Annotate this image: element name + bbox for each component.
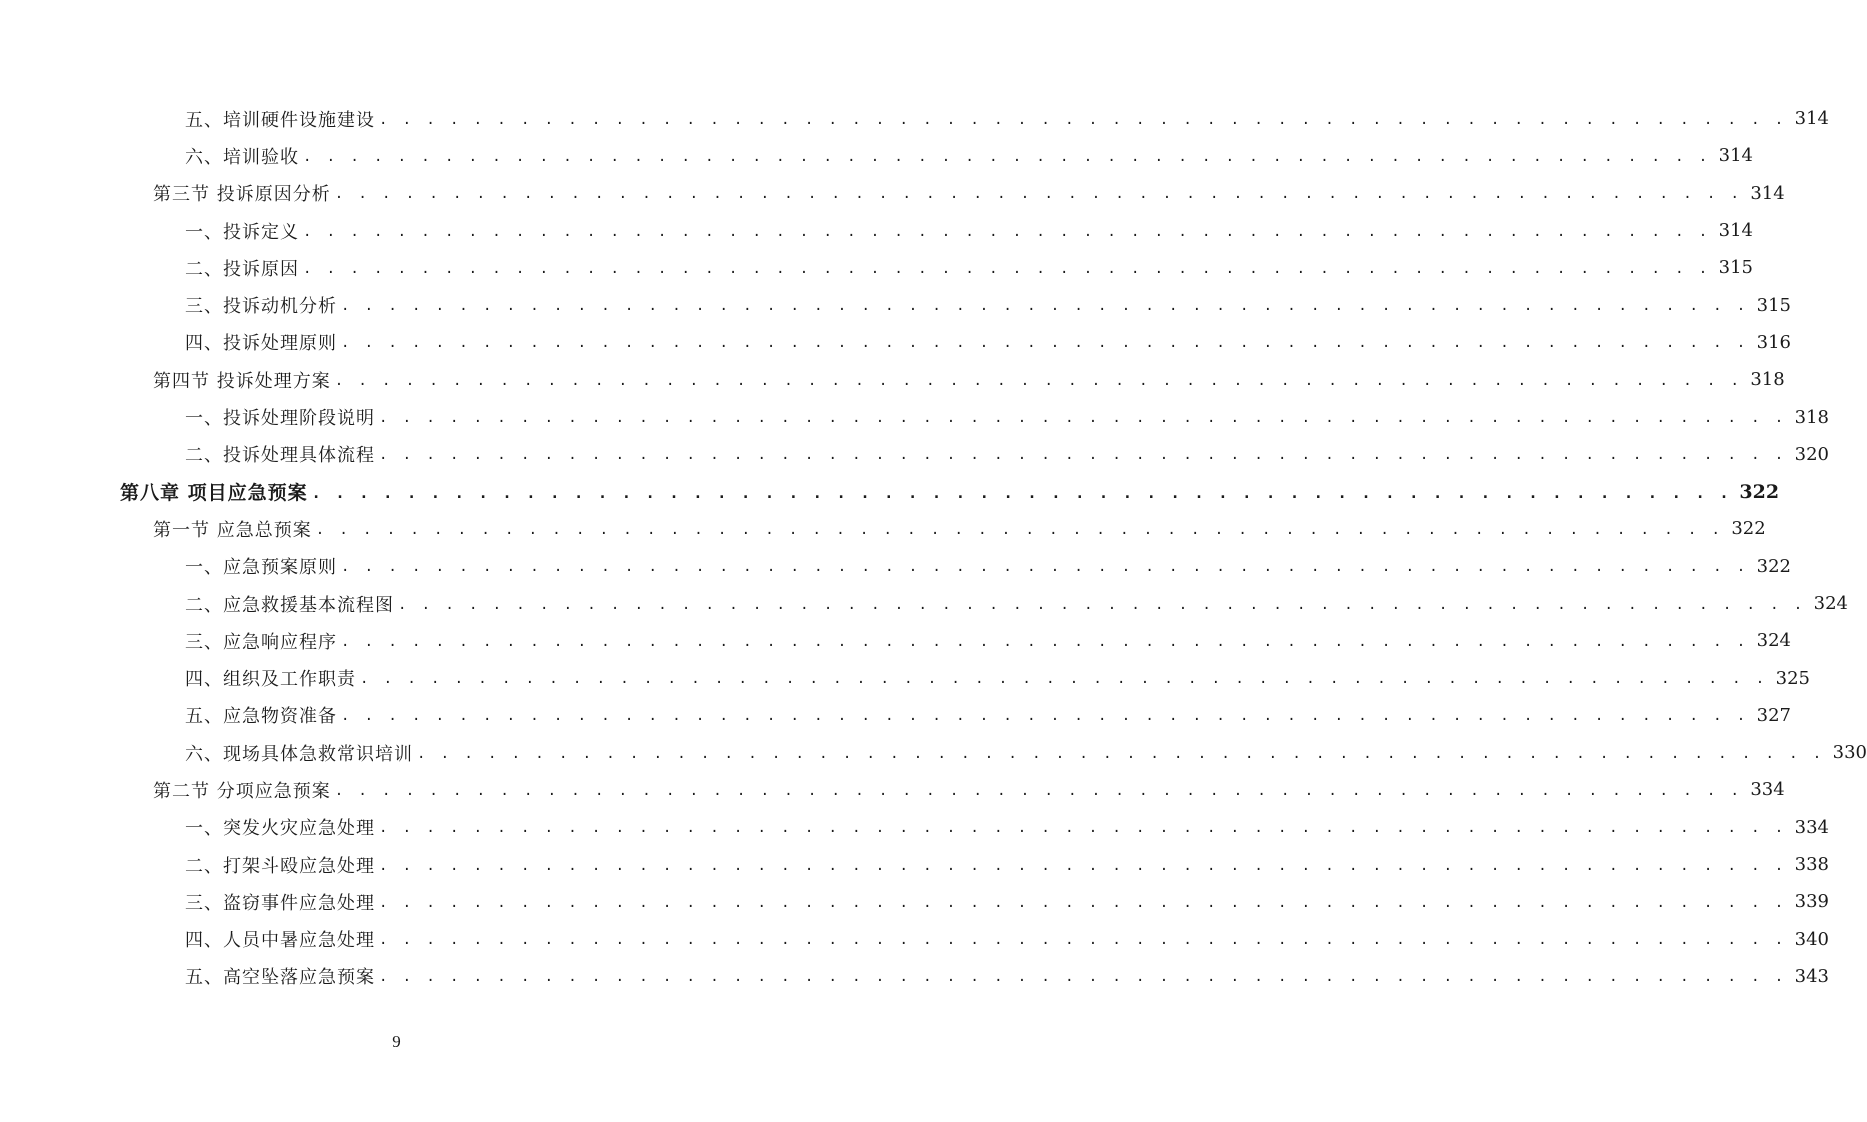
toc-entry-page: 324	[1756, 630, 1791, 652]
toc-entry-title: 三、应急响应程序	[185, 631, 337, 653]
toc-item-entry[interactable]	[0, 846, 1829, 883]
toc-entry-page: 314	[1718, 145, 1753, 167]
toc-entry-title: 第二节 分项应急预案	[153, 780, 331, 802]
toc-entry-title: 四、组织及工作职责	[185, 669, 356, 691]
toc-item-entry[interactable]	[0, 249, 1753, 286]
toc-entry-title: 一、应急预案原则	[185, 557, 337, 579]
toc-leader-dots: . . . . . . . . . . . . . . . . . . . . . . . . . . . . . . . . . . . . . . . . . . . . . . . . . . . . . . . . . . . .	[379, 894, 1787, 911]
toc-item-entry[interactable]	[0, 100, 1829, 137]
toc-entry-title: 四、投诉处理原则	[185, 333, 337, 355]
toc-entry-title: 四、人员中暑应急处理	[185, 930, 375, 952]
toc-leader-dots: . . . . . . . . . . . . . . . . . . . . . . . . . . . . . . . . . . . . . . . . . . . . . . . . . . . . . . . . . . . .	[334, 782, 1743, 799]
toc-item-entry[interactable]	[0, 921, 1829, 958]
toc-entry-page: 339	[1794, 891, 1829, 913]
toc-item-entry[interactable]	[0, 883, 1829, 920]
toc-entry-page: 324	[1813, 593, 1848, 614]
toc-leader-dots: . . . . . . . . . . . . . . . . . . . . . . . . . . . . . . . . . . . . . . . . . . . . . . . . . . . . . . . . . . . .	[360, 671, 1768, 688]
toc-entry-title: 五、培训硬件设施建设	[185, 109, 375, 131]
toc-item-entry[interactable]	[0, 809, 1829, 846]
toc-leader-dots: . . . . . . . . . . . . . . . . . . . . . . . . . . . . . . . . . . . . . . . . . . . . . . . . . . . . . . . . . . . .	[417, 745, 1825, 762]
toc-entry-title: 二、打架斗殴应急处理	[185, 855, 375, 877]
toc-leader-dots: . . . . . . . . . . . . . . . . . . . . . . . . . . . . . . . . . . . . . . . . . . . . . . . . . . . . . . . . . . . .	[303, 260, 1711, 277]
toc-entry-page: 330	[1832, 742, 1867, 764]
toc-entry-title: 第一节 应急总预案	[153, 519, 312, 541]
table-of-contents	[0, 100, 1867, 995]
toc-entry-page: 315	[1718, 257, 1753, 279]
toc-entry-page: 343	[1794, 965, 1829, 987]
toc-section-entry[interactable]	[0, 771, 1785, 808]
toc-entry-page: 322	[1731, 518, 1766, 540]
toc-leader-dots: . . . . . . . . . . . . . . . . . . . . . . . . . . . . . . . . . . . . . . . . . . . . . . . . . . . . . . . . . . . .	[379, 932, 1787, 949]
toc-item-entry[interactable]	[0, 137, 1753, 174]
toc-entry-page: 314	[1794, 108, 1829, 130]
toc-leader-dots: . . . . . . . . . . . . . . . . . . . . . . . . . . . . . . . . . . . . . . . . . . . . . . . . . . . . . . . . . . . .	[379, 410, 1787, 427]
toc-leader-dots: . . . . . . . . . . . . . . . . . . . . . . . . . . . . . . . . . . . . . . . . . . . . . . . . . . . . . . . . . . . .	[334, 186, 1743, 203]
toc-entry-title: 二、投诉处理具体流程	[185, 445, 375, 467]
toc-entry-page: 340	[1794, 928, 1829, 950]
toc-entry-page: 314	[1750, 182, 1785, 204]
toc-entry-title: 三、盗窃事件应急处理	[185, 892, 375, 914]
toc-section-entry[interactable]	[0, 361, 1785, 398]
toc-entry-page: 334	[1750, 779, 1785, 801]
toc-item-entry[interactable]	[0, 697, 1791, 734]
toc-entry-page: 318	[1794, 406, 1829, 428]
toc-leader-dots: . . . . . . . . . . . . . . . . . . . . . . . . . . . . . . . . . . . . . . . . . . . . . . . . . . . . . . . . . . . .	[341, 335, 1749, 352]
toc-entry-title: 一、投诉定义	[185, 221, 299, 243]
toc-entry-title: 五、高空坠落应急预案	[185, 967, 375, 989]
toc-leader-dots: . . . . . . . . . . . . . . . . . . . . . . . . . . . . . . . . . . . . . . . . . . . . . . . . . . . . . . . . . . . .	[341, 298, 1749, 315]
toc-item-entry[interactable]	[0, 958, 1829, 995]
toc-item-entry[interactable]	[0, 324, 1791, 361]
toc-entry-title: 第三节 投诉原因分析	[153, 184, 331, 206]
toc-item-entry[interactable]	[0, 659, 1810, 696]
toc-item-entry[interactable]	[0, 585, 1848, 622]
toc-leader-dots: . . . . . . . . . . . . . . . . . . . . . . . . . . . . . . . . . . . . . . . . . . . . . . . . . . . . . . . . . . . .	[379, 857, 1787, 874]
toc-entry-title: 六、现场具体急救常识培训	[185, 743, 413, 765]
toc-leader-dots: . . . . . . . . . . . . . . . . . . . . . . . . . . . . . . . . . . . . . . . . . . . . . . . . . . . . . . . . . . . .	[379, 447, 1787, 464]
toc-leader-dots: . . . . . . . . . . . . . . . . . . . . . . . . . . . . . . . . . . . . . . . . . . . . . . . . . . . . . . . . . . . .	[315, 521, 1724, 538]
toc-entry-title: 三、投诉动机分析	[185, 296, 337, 318]
toc-leader-dots: . . . . . . . . . . . . . . . . . . . . . . . . . . . . . . . . . . . . . . . . . . . . . . . . . . . . . . . . . . . .	[341, 559, 1749, 576]
toc-entry-page: 322	[1756, 555, 1791, 577]
toc-item-entry[interactable]	[0, 622, 1791, 659]
toc-leader-dots: . . . . . . . . . . . . . . . . . . . . . . . . . . . . . . . . . . . . . . . . . . . . . . . . . . . . . . . . . . . .	[311, 483, 1732, 502]
toc-item-entry[interactable]	[0, 436, 1829, 473]
toc-entry-page: 327	[1756, 704, 1791, 726]
toc-item-entry[interactable]	[0, 286, 1791, 323]
toc-entry-page: 322	[1739, 480, 1780, 503]
toc-entry-page: 315	[1756, 294, 1791, 316]
toc-section-entry[interactable]	[0, 510, 1766, 547]
toc-entry-title: 一、突发火灾应急处理	[185, 818, 375, 840]
page-number: 9	[392, 1032, 401, 1051]
toc-entry-title: 一、投诉处理阶段说明	[185, 408, 375, 430]
toc-entry-page: 316	[1756, 331, 1791, 353]
toc-leader-dots: . . . . . . . . . . . . . . . . . . . . . . . . . . . . . . . . . . . . . . . . . . . . . . . . . . . . . . . . . . . .	[303, 223, 1711, 240]
toc-leader-dots: . . . . . . . . . . . . . . . . . . . . . . . . . . . . . . . . . . . . . . . . . . . . . . . . . . . . . . . . . . . .	[379, 820, 1787, 837]
toc-entry-title: 五、应急物资准备	[185, 706, 337, 728]
toc-leader-dots: . . . . . . . . . . . . . . . . . . . . . . . . . . . . . . . . . . . . . . . . . . . . . . . . . . . . . . . . . . . .	[303, 148, 1711, 165]
toc-item-entry[interactable]	[0, 212, 1753, 249]
toc-entry-title: 六、培训验收	[185, 146, 299, 168]
toc-item-entry[interactable]	[0, 398, 1829, 435]
toc-leader-dots: . . . . . . . . . . . . . . . . . . . . . . . . . . . . . . . . . . . . . . . . . . . . . . . . . . . . . . . . . . . .	[398, 596, 1806, 613]
toc-chapter-entry[interactable]	[0, 473, 1780, 510]
toc-leader-dots: . . . . . . . . . . . . . . . . . . . . . . . . . . . . . . . . . . . . . . . . . . . . . . . . . . . . . . . . . . . .	[334, 372, 1743, 389]
toc-entry-title: 第八章 项目应急预案	[120, 482, 308, 505]
toc-entry-page: 338	[1794, 854, 1829, 876]
toc-leader-dots: . . . . . . . . . . . . . . . . . . . . . . . . . . . . . . . . . . . . . . . . . . . . . . . . . . . . . . . . . . . .	[379, 111, 1787, 128]
toc-leader-dots: . . . . . . . . . . . . . . . . . . . . . . . . . . . . . . . . . . . . . . . . . . . . . . . . . . . . . . . . . . . .	[341, 708, 1749, 725]
toc-item-entry[interactable]	[0, 734, 1867, 771]
toc-item-entry[interactable]	[0, 548, 1791, 585]
toc-entry-title: 二、应急救援基本流程图	[185, 594, 394, 616]
toc-entry-title: 第四节 投诉处理方案	[153, 370, 331, 392]
toc-entry-page: 325	[1775, 667, 1810, 689]
toc-entry-title: 二、投诉原因	[185, 258, 299, 280]
toc-entry-page: 320	[1794, 443, 1829, 465]
toc-entry-page: 318	[1750, 369, 1785, 391]
toc-section-entry[interactable]	[0, 175, 1785, 212]
toc-leader-dots: . . . . . . . . . . . . . . . . . . . . . . . . . . . . . . . . . . . . . . . . . . . . . . . . . . . . . . . . . . . .	[341, 633, 1749, 650]
toc-entry-page: 334	[1794, 816, 1829, 838]
toc-leader-dots: . . . . . . . . . . . . . . . . . . . . . . . . . . . . . . . . . . . . . . . . . . . . . . . . . . . . . . . . . . . .	[379, 969, 1787, 986]
toc-entry-page: 314	[1718, 220, 1753, 242]
